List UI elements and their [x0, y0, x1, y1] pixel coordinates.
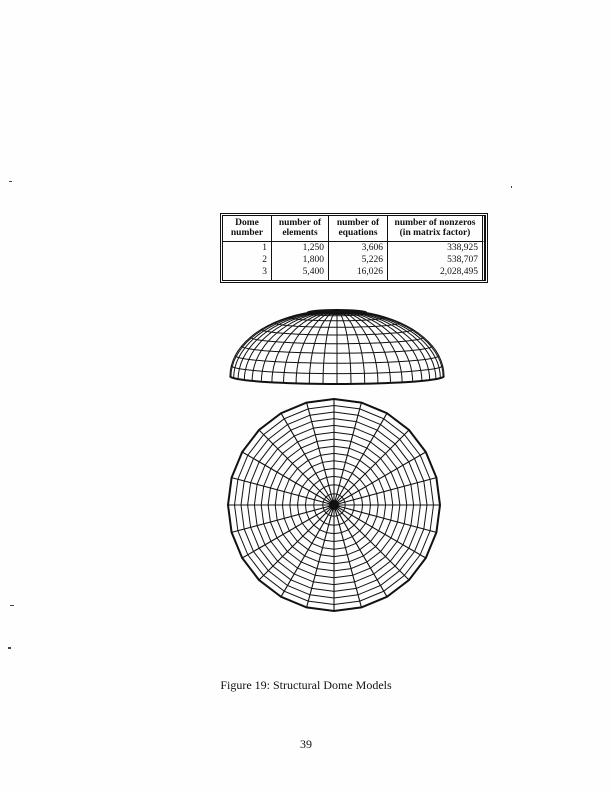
table-header-row	[223, 216, 485, 242]
header-line: equations	[338, 227, 378, 238]
table-row	[223, 255, 485, 267]
cell-nonzeros: 2,028,495	[388, 267, 485, 280]
dome-top-spoke	[334, 413, 387, 505]
cell-equations: 16,026	[329, 267, 388, 280]
header-line: Dome	[235, 218, 259, 228]
header-number-of-elements	[272, 216, 329, 242]
header-line: number of	[336, 218, 380, 228]
header-line: elements	[282, 227, 318, 238]
dome-top-spoke	[242, 505, 334, 558]
dome-top-spoke	[334, 452, 426, 505]
cell-dome-number: 3	[223, 267, 272, 280]
cell-elements: 1,800	[272, 255, 329, 267]
cell-dome-number: 2	[223, 255, 272, 267]
table-row	[223, 267, 485, 280]
cell-nonzeros: 338,925	[388, 242, 485, 255]
dome-top-spoke	[259, 430, 334, 505]
dome-top-spoke	[242, 452, 334, 505]
dome-statistics-table	[222, 215, 486, 281]
header-line: (in matrix factor)	[399, 227, 471, 238]
dome-top-spoke	[259, 505, 334, 580]
header-number-of-nonzeros	[388, 216, 485, 242]
dome-top-spoke	[334, 430, 409, 505]
header-number-of-equations	[329, 216, 388, 242]
cell-elements: 5,400	[272, 267, 329, 280]
figure-caption: Figure 19: Structural Dome Models	[220, 678, 392, 692]
dome-top-spoke	[281, 413, 334, 505]
cell-dome-number: 1	[223, 242, 272, 255]
header-dome-number	[223, 216, 272, 242]
cell-nonzeros: 538,707	[388, 255, 485, 267]
page-number: 39	[300, 737, 312, 751]
cell-elements: 1,250	[272, 242, 329, 255]
cell-equations: 3,606	[329, 242, 388, 255]
header-line: number	[230, 227, 264, 238]
dome-top-spoke	[334, 505, 387, 597]
dome-top-spoke	[334, 505, 409, 580]
dome-top-spoke	[334, 505, 426, 558]
scan-speck	[511, 186, 512, 188]
table-row	[223, 242, 485, 255]
dome-top-spoke	[281, 505, 334, 597]
scan-speck	[10, 605, 14, 606]
header-line: number of nonzeros	[394, 218, 476, 228]
cell-equations: 5,226	[329, 255, 388, 267]
scan-speck	[9, 181, 12, 182]
header-line: number of	[278, 218, 322, 228]
dome-top-view-mesh	[224, 391, 444, 619]
dome-side-view-mesh	[224, 306, 450, 388]
dome-top-center	[329, 500, 339, 510]
dome-side-apex	[307, 309, 367, 315]
scan-speck	[8, 647, 11, 649]
